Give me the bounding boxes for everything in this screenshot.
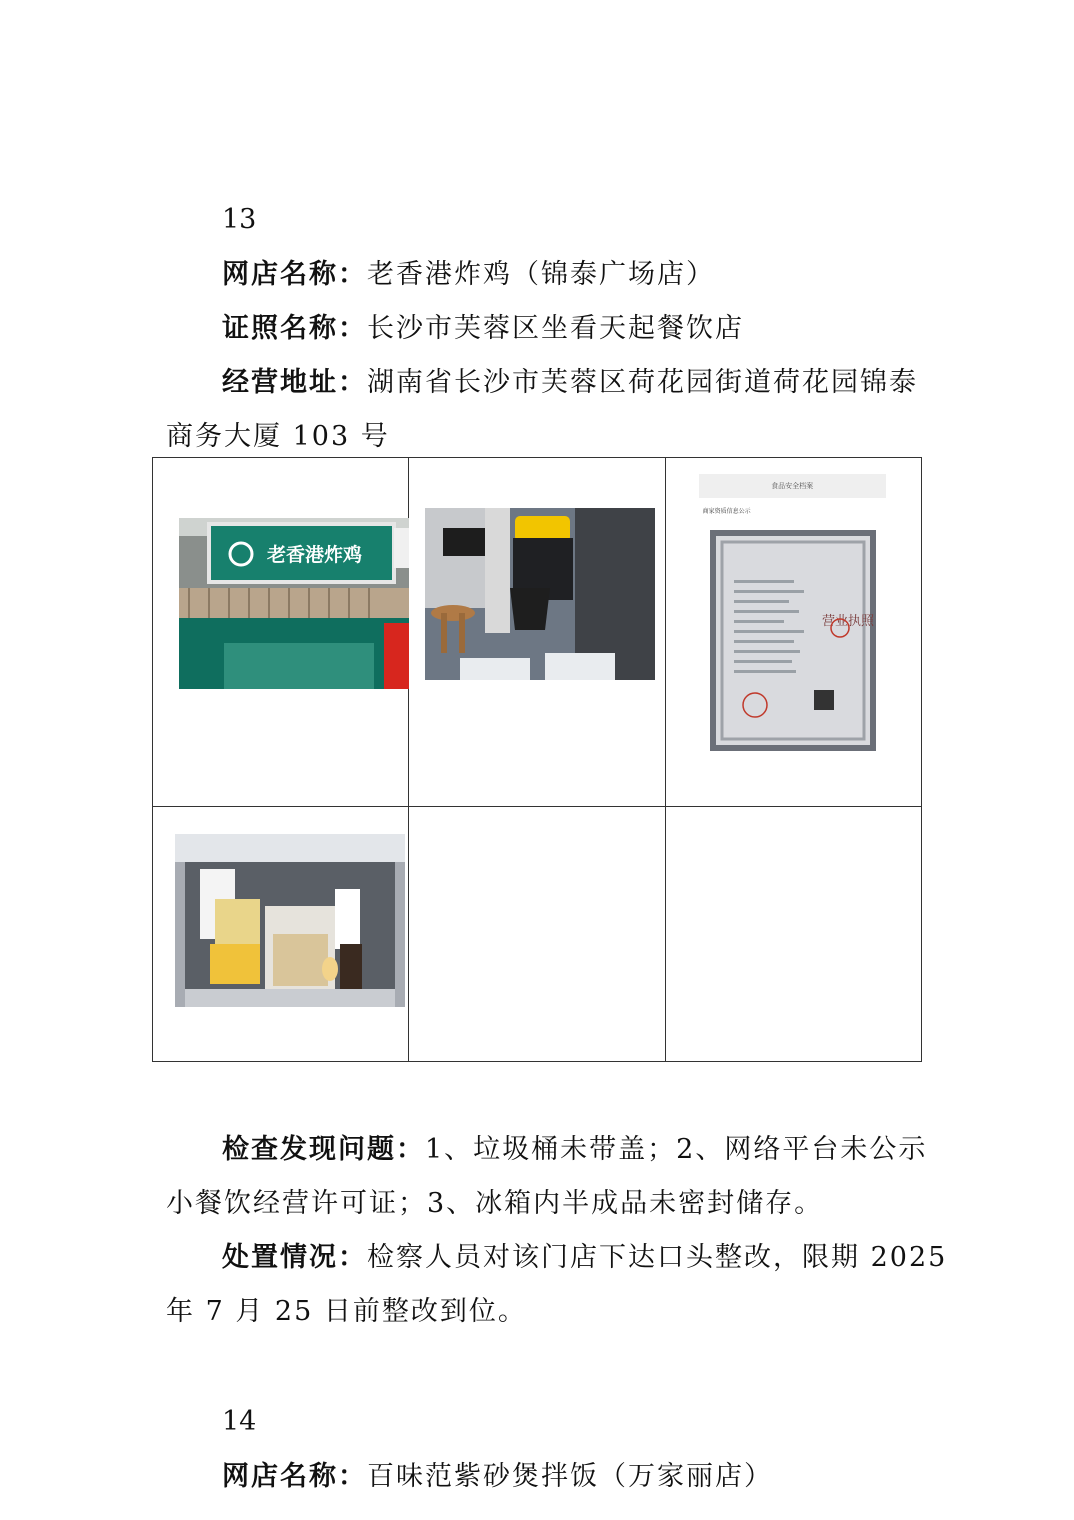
section-number-14: 14 [222,1406,257,1437]
photo-cell-empty-2 [409,807,665,1062]
storefront-photo [179,518,409,689]
shop-name-row [222,258,715,292]
license-header-text: 食品安全档案 [771,482,814,490]
address-row [222,366,918,400]
trash-bin-photo [425,508,655,680]
fridge-photo [175,834,405,1007]
disposal-line2: 年 7 月 25 日前整改到位。 [166,1296,527,1327]
issues-line2: 小餐饮经营许可证；3、冰箱内半成品未密封储存。 [166,1188,824,1219]
shop-name-label-14: 网店名称： [222,1461,367,1492]
issues-line1: 1、垃圾桶未带盖；2、网络平台未公示 [425,1134,928,1165]
shop-name-row-14 [222,1460,773,1494]
shop-name-label: 网店名称： [222,259,367,290]
address-value-line2: 商务大厦 103 号 [166,421,390,452]
license-subheader-text: 商家资质信息公示 [702,508,751,515]
issues-row [222,1133,927,1167]
photo-table [152,457,922,1062]
address-value-line1: 湖南省长沙市芙蓉区荷花园街道荷花园锦泰 [367,367,918,398]
photo-cell-fridge [153,807,409,1062]
business-license-photo [710,530,876,751]
shop-name-value: 老香港炸鸡（锦泰广场店） [367,259,715,290]
photo-cell-trash-bin [409,458,665,807]
license-name-label: 证照名称： [222,313,367,344]
issues-label: 检查发现问题： [222,1134,425,1165]
disposal-line1: 检察人员对该门店下达口头整改，限期 2025 [367,1242,948,1273]
section-number: 13 [222,204,257,235]
license-name-value: 长沙市芙蓉区坐看天起餐饮店 [367,313,744,344]
disposal-row [222,1241,947,1275]
shop-name-value-14: 百味范紫砂煲拌饭（万家丽店） [367,1461,773,1492]
photo-cell-empty-3 [665,807,921,1062]
storefront-sign-text: 老香港炸鸡 [267,544,363,566]
license-title-text: 营业执照 [821,614,874,629]
photo-cell-storefront [153,458,409,807]
address-label: 经营地址： [222,367,367,398]
disposal-label: 处置情况： [222,1242,367,1273]
photo-cell-license [665,458,921,807]
license-name-row [222,312,744,346]
license-screenshot-header [699,474,886,498]
